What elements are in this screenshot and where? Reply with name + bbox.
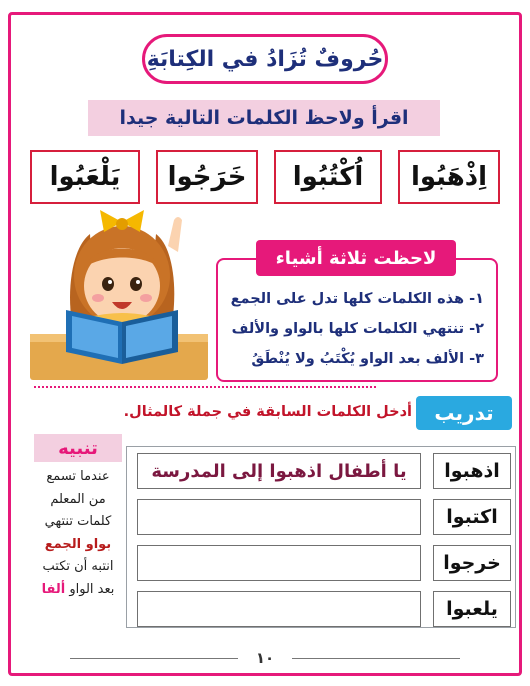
word-card-3: خَرَجُوا	[156, 150, 258, 204]
reading-instruction: اقرأ ولاحظ الكلمات التالية جيدا	[88, 100, 440, 136]
section-divider	[34, 386, 376, 388]
word-card-1: اِذْهَبُوا	[398, 150, 500, 204]
girl-reading-illustration	[26, 206, 212, 384]
answer-field[interactable]	[137, 545, 421, 581]
row-word: يلعبوا	[433, 591, 511, 627]
word-card-2: اُكْتُبُوا	[274, 150, 382, 204]
row-word: اذهبوا	[433, 453, 511, 489]
footer-line-left	[70, 658, 238, 659]
tip-line-5: انتبه أن تكتب	[42, 559, 114, 574]
answer-field[interactable]: يا أطفال اذهبوا إلى المدرسة	[137, 453, 421, 489]
row-word: اكتبوا	[433, 499, 511, 535]
table-row	[127, 585, 515, 631]
tip-text	[32, 466, 124, 601]
training-tag: تدريب	[416, 396, 512, 430]
table-row	[127, 447, 515, 493]
tip-line-6	[32, 579, 124, 602]
tip-line-2: من المعلم	[50, 491, 106, 507]
observation-item-2: ٢- تنتهي الكلمات كلها بالواو والألف	[231, 321, 484, 337]
observation-item-3: ٣- الألف بعد الواو يُكْتَبُ ولا يُنْطَقُ	[251, 351, 484, 367]
training-table	[126, 446, 516, 628]
training-instruction: أدخل الكلمات السابقة في جملة كالمثال.	[123, 404, 412, 420]
footer-line-right	[292, 658, 460, 659]
tip-label: تنبيه	[34, 434, 122, 462]
word-card-4: يَلْعَبُوا	[30, 150, 140, 204]
answer-field[interactable]	[137, 591, 421, 627]
tip-line-6-highlight: ألفا	[41, 581, 66, 597]
page-title: حُروفٌ تُزَادُ في الكِتابَةِ	[142, 34, 388, 84]
answer-field[interactable]	[137, 499, 421, 535]
table-row	[127, 493, 515, 539]
table-row	[127, 539, 515, 585]
tip-line-4: بواو الجمع	[44, 536, 112, 552]
observation-box	[216, 258, 498, 382]
observation-heading: لاحظت ثلاثة أشياء	[256, 240, 456, 276]
row-word: خرجوا	[433, 545, 511, 581]
page-number: ١٠	[255, 649, 275, 667]
tip-line-3: كلمات تنتهي	[44, 514, 112, 529]
observation-item-1: ١- هذه الكلمات كلها تدل على الجمع	[230, 291, 484, 307]
tip-line-6-text: بعد الواو	[69, 581, 115, 597]
tip-line-1: عندما تسمع	[46, 469, 110, 484]
